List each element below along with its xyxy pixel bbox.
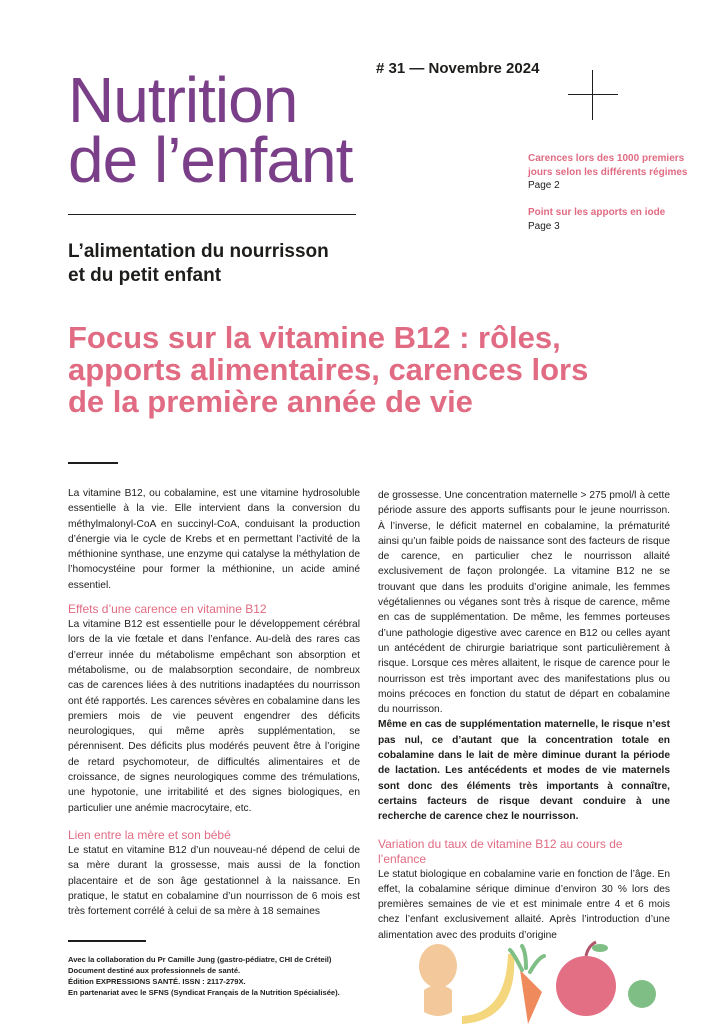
footer-divider [68,940,146,942]
footer-credits [68,954,388,998]
headline-divider [68,462,118,464]
carrot-icon [510,946,544,1024]
toc-item-page: Page 2 [528,180,560,191]
crosshair-vertical [592,70,593,120]
article-headline: Focus sur la vitamine B12 : rôles, apports alimentaires, carences lors de la première année de vie [68,320,589,419]
footer-line-4: En partenariat avec le SFNS (Syndicat Français de la Nutrition Spécialisée). [68,988,340,997]
issue-number: # 31 — Novembre 2024 [376,60,540,77]
crosshair-horizontal [568,94,618,95]
toc-item-iode[interactable] [528,206,698,233]
food-illustration [410,920,660,1024]
title-line-1: Nutrition [68,64,298,136]
toc-item-title[interactable]: Point sur les apports en iode [528,207,666,218]
apple-icon [556,942,616,1016]
title-line-2: de l’enfant [68,124,353,196]
footer-line-2: Document destiné aux professionnels de santé. [68,966,241,975]
toc-item-carences[interactable] [528,152,698,192]
footer-line-1: Avec la collaboration du Pr Camille Jung (gastro-pédiatre, CHI de Créteil) [68,955,332,964]
section-text-lien-highlight: Même en cas de supplémentation maternelle, le risque n’est pas nul, ce d’autant que la concentration totale en cobalamine dans le lait de mère diminue durant la période de lactation. Les antécédents et modes de vie maternels sont donc des éléments très importants à connaître, certains facteurs de risque devant conduire à une recherche de carence chez le nourrisson. [378,719,670,823]
section-heading-variation: Variation du taux de vitamine B12 au cours de l’enfance [378,836,623,866]
article-column-left [68,486,360,919]
title-divider [68,214,356,215]
toc-item-page: Page 3 [528,220,560,232]
subtitle-line-2: et du petit enfant [68,265,222,286]
article-intro: La vitamine B12, ou cobalamine, est une vitamine hydrosoluble essentielle à la vie. Elle intervient dans la conversion du méthylmalonyl-CoA en succinyl-CoA, conduisant la production d’énergie via le cycle de Krebs et en permettant l’activité de la méthionine synthase, une enzyme qui catalyse la méthylation de l’homocystéine pour former la méthionine, un acide aminé essentiel. [68,488,360,591]
section-text-lien: Le statut en vitamine B12 d’un nouveau-né dépend de celui de sa mère durant la grossesse, mais aussi de la fonction placentaire et de son âge gestationnel à la naissance. En pratique, le statut en cobalamine d’un nourrisson de 6 mois est très fortement corrélé à celui de sa mère à 18 semaines [68,844,360,918]
toc-item-title[interactable]: Carences lors des 1000 premiers jours selon les différents régimes [528,153,688,178]
section-text-effets: La vitamine B12 est essentielle pour le développement cérébral lors de la vie fœtale et dans l’enfance. Au-delà des rares cas d’erreur innée du métabolisme empêchant son absorption et métabolisme, ou de malabsorption secondaire, de nombreux cas de carences liées à des nutritions inadaptées du nourrisson ont été rapportés. Les carences sévères en cobalamine dans les premiers mois de vie peuvent engendrer des déficits neurologiques, qui même après supplémentation, se pérennisent. Des déficits plus modérés peuvent être à l’origine de retard psychomoteur, de difficultés alimentaires et de croissance, de signes neurologiques comme des trémulations, une hypotonie, une irritabilité et des signes biologiques, en particulier une anémie macrocytaire, etc. [68,619,360,814]
small-fruit-icon [628,980,656,1008]
baby-head-icon [419,944,457,1016]
table-of-contents [528,152,698,247]
article-column-right [378,488,670,943]
section-text-lien-continued: de grossesse. Une concentration maternelle > 275 pmol/l à cette période assure des apports suffisants pour le jeune nourrisson. À l’inverse, le déficit maternel en cobalamine, la prématurité ainsi qu’un faible poids de naissance sont des facteurs de risque de carence, en particulier chez le nourrisson allaité exclusivement de façon prolongée. La vitamine B12 ne se trouvant que dans les produits d’origine animale, les femmes végétaliennes ou véganes sont très à risque de carence, même en cas de supplémentation. De même, les femmes porteuses d’une pathologie digestive avec carence en B12 ou celles ayant un antécédent de chirurgie bariatrique sont particulièrement à risque. Lorsque ces mères allaitent, le risque de carence pour le nourrisson est très important avec des manifestations plus ou moins précoces en fonction du statut de départ en cobalamine du nourrisson. [378,490,670,716]
subtitle-line-1: L’alimentation du nourrisson [68,241,329,262]
footer-line-3: Édition EXPRESSIONS SANTÉ. ISSN : 2117-279X. [68,977,246,986]
publication-title [68,64,353,196]
banana-icon [462,954,514,1024]
section-heading-lien: Lien entre la mère et son bébé [68,827,231,842]
publication-subtitle [68,240,329,288]
section-text-variation: Le statut biologique en cobalamine varie en fonction de l’âge. En effet, la cobalamine sérique diminue d’environ 30 % lors des premières semaines de vie et est minimale entre 4 et 6 mois chez l’enfant exclusivement allaité. Après l’introduction d’une alimentation avec des produits d’origine [378,868,670,941]
section-heading-effets: Effets d’une carence en vitamine B12 [68,602,267,617]
